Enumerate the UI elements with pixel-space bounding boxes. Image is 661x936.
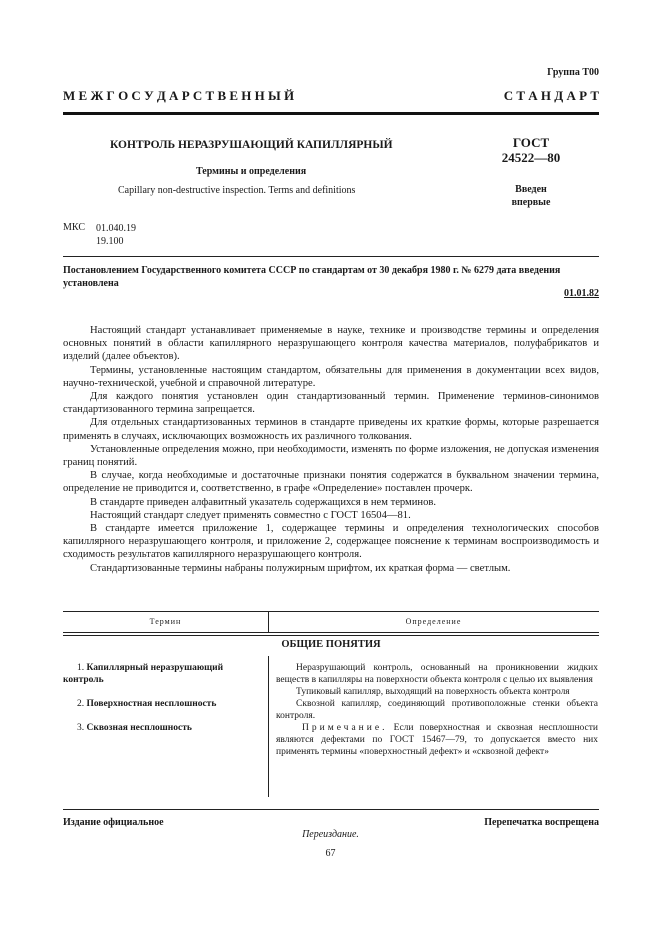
introduced-line-2: впервые (511, 197, 551, 208)
page-number: 67 (325, 848, 336, 859)
mks-codes (96, 222, 136, 248)
term-2 (63, 698, 261, 710)
paragraph: В случае, когда необходимые и достаточные признаки понятия содержатся в буквальном значении термина, определение не приводится и, соответственно, в графе «Определение» поставлен прочерк. (63, 470, 599, 495)
definition-note (276, 722, 598, 758)
decree-rule (63, 256, 599, 257)
term-number: 3. (77, 723, 85, 733)
term-text: Капиллярный неразрушающий контроль (63, 663, 224, 685)
introduced-line-1: Введен (515, 184, 547, 195)
footer-rule (63, 809, 599, 810)
reprint-prohibited: Перепечатка воспрещена (484, 817, 599, 828)
column-header-term: Термин (149, 617, 182, 626)
term-3 (63, 722, 261, 734)
group-code: Группа Т00 (547, 67, 599, 78)
decree-date: 01.01.82 (564, 288, 599, 299)
standard-title: КОНТРОЛЬ НЕРАЗРУШАЮЩИЙ КАПИЛЛЯРНЫЙ (110, 139, 393, 151)
gost-number: 24522—80 (501, 150, 561, 165)
note-label: Примечание. (302, 723, 388, 733)
introduced-note (500, 183, 562, 209)
column-header-definition: Определение (405, 617, 462, 626)
header-rule (63, 632, 599, 633)
banner-rule (63, 112, 599, 115)
paragraph: В стандарте имеется приложение 1, содержащее термины и определения технологических способов капиллярного неразрушающего контроля, и приложение 2, содержащее пояснение к терминам воспроизводимость и сходимость результатов капиллярного неразрушающего контроля. (63, 523, 599, 561)
mks-code-1: 01.040.19 (96, 223, 136, 234)
mks-label: МКС (63, 222, 85, 233)
section-heading: ОБЩИЕ ПОНЯТИЯ (281, 639, 381, 650)
paragraph: В стандарте приведен алфавитный указатель содержащихся в нем терминов. (90, 496, 437, 508)
mks-code-2: 19.100 (96, 236, 124, 247)
term-text: Сквозная несплошность (86, 723, 192, 733)
note-text: Если поверхностная и сквозная несплошности являются дефектами по ГОСТ 15467—79, то допускается вместо них применять термины «поверхностный дефект» и «сквозной дефект» (276, 723, 598, 757)
reprint-note: Переиздание. (302, 829, 359, 840)
definitions (276, 662, 598, 758)
term-text: Поверхностная несплошность (86, 699, 217, 709)
table-top-rule (63, 611, 599, 612)
paragraph: Для каждого понятия установлен один стандартизованный термин. Применение терминов-синонимов стандартизованного термина запрещается. (63, 391, 599, 416)
gost-designation (500, 135, 562, 165)
paragraph: Стандартизованные термины набраны полужирным шрифтом, их краткая форма — светлым. (90, 562, 511, 574)
definition-1: Неразрушающий контроль, основанный на проникновении жидких веществ в капилляры на поверхности объекта контроля с целью их выявления (276, 663, 598, 685)
header-rule-double (63, 635, 599, 636)
paragraph: Термины, установленные настоящим стандартом, обязательны для применения в документации всех видов, научно-технической, учебной и справочной литературе. (63, 364, 599, 389)
term-1 (63, 662, 261, 686)
term-number: 2. (77, 699, 85, 709)
column-divider (268, 656, 269, 797)
gost-label: ГОСТ (512, 135, 550, 150)
banner-word-2: С Т А Н Д А Р Т (503, 88, 599, 103)
definition-2: Тупиковый капилляр, выходящий на поверхность объекта контроля (296, 687, 570, 697)
official-edition: Издание официальное (63, 817, 164, 828)
banner-word-1: М Е Ж Г О С У Д А Р С Т В Е Н Н Ы Й (63, 88, 295, 103)
decree-text: Постановлением Государственного комитета СССР по стандартам от 30 декабря 1980 г. № 6279 дата введения установлена (63, 265, 561, 289)
paragraph: Для отдельных стандартизованных терминов в стандарте приведены их краткие формы, которые разрешается применять в случаях, исключающих возможность их различного толкования. (63, 417, 599, 442)
term-number: 1. (77, 663, 85, 673)
english-title: Capillary non-destructive inspection. Terms and definitions (118, 185, 356, 196)
introduction-text (63, 324, 599, 575)
definition-3: Сквозной капилляр, соединяющий противоположные стенки объекта контроля. (276, 699, 598, 721)
paragraph: Настоящий стандарт следует применять совместно с ГОСТ 16504—81. (90, 509, 411, 521)
paragraph: Установленные определения можно, при необходимости, изменять по форме изложения, не допуская изменения границ понятий. (63, 443, 599, 469)
paragraph: Настоящий стандарт устанавливает применяемые в науке, технике и производстве термины и определения основных понятий в области капиллярного неразрушающего контроля качества материалов, полуфабрикатов и изделий (далее объектов). (63, 325, 599, 363)
interstate-standard-banner (63, 88, 599, 104)
standard-subtitle: Термины и определения (196, 166, 307, 177)
